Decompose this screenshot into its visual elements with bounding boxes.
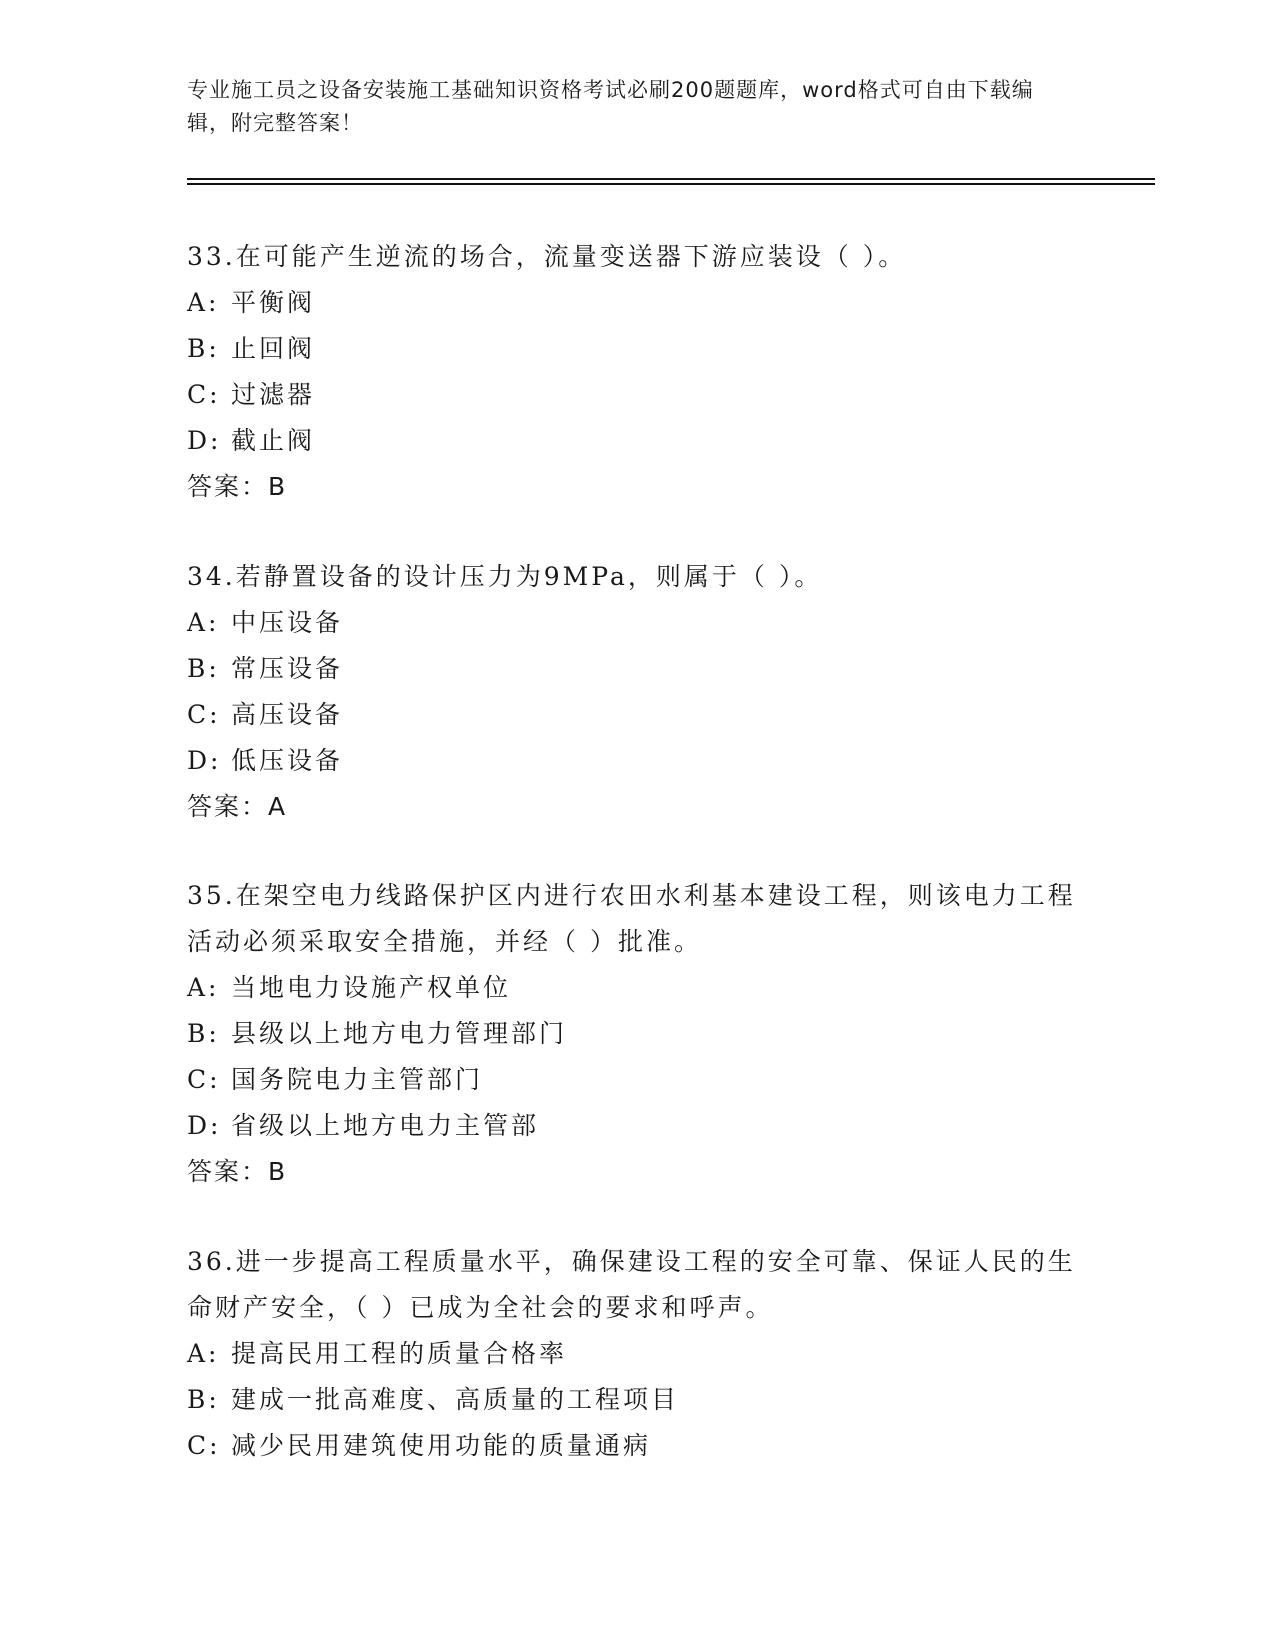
option-text: 中压设备 [231, 608, 344, 637]
header-divider-top [187, 178, 1155, 180]
option-letter: A: [187, 1339, 220, 1368]
option-text: 省级以上地方电力主管部 [231, 1111, 540, 1140]
option-letter: A: [187, 608, 220, 637]
option-letter: D: [187, 746, 222, 775]
option-c [187, 372, 1087, 418]
option-letter: D: [187, 426, 222, 455]
header-divider-bottom [187, 183, 1155, 185]
option-a [187, 1331, 1087, 1377]
question-stem: 36.进一步提高工程质量水平，确保建设工程的安全可靠、保证人民的生命财产安全，（ ）已成为全社会的要求和呼声。 [187, 1247, 1076, 1322]
option-c [187, 692, 1087, 738]
answer-line: 答案：B [187, 1157, 288, 1186]
option-b [187, 326, 1087, 372]
option-letter: D: [187, 1111, 222, 1140]
option-text: 截止阀 [231, 426, 316, 455]
option-d [187, 738, 1087, 784]
option-c [187, 1423, 1087, 1469]
option-a [187, 280, 1087, 326]
answer-line: 答案：A [187, 792, 288, 821]
option-text: 过滤器 [231, 380, 316, 409]
option-b [187, 646, 1087, 692]
option-text: 国务院电力主管部门 [231, 1065, 484, 1094]
option-c [187, 1057, 1087, 1103]
option-letter: C: [187, 1431, 221, 1460]
option-b [187, 1011, 1087, 1057]
option-text: 当地电力设施产权单位 [231, 973, 512, 1002]
option-d [187, 418, 1087, 464]
option-text: 高压设备 [231, 700, 344, 729]
question-34 [187, 554, 1087, 830]
question-stem: 35.在架空电力线路保护区内进行农田水利基本建设工程，则该电力工程活动必须采取安全措施，并经（ ）批准。 [187, 881, 1076, 956]
document-header: 专业施工员之设备安装施工基础知识资格考试必刷200题题库，word格式可自由下载编辑，附完整答案！ [187, 78, 1034, 135]
option-letter: B: [187, 654, 220, 683]
option-letter: A: [187, 973, 220, 1002]
answer-line: 答案：B [187, 472, 288, 501]
option-text: 低压设备 [231, 746, 344, 775]
question-stem: 33.在可能产生逆流的场合，流量变送器下游应装设（ ）。 [187, 242, 907, 271]
option-text: 建成一批高难度、高质量的工程项目 [231, 1385, 680, 1414]
option-text: 常压设备 [231, 654, 344, 683]
option-letter: B: [187, 1385, 220, 1414]
option-text: 提高民用工程的质量合格率 [231, 1339, 568, 1368]
option-text: 县级以上地方电力管理部门 [231, 1019, 568, 1048]
option-letter: C: [187, 700, 221, 729]
question-stem: 34.若静置设备的设计压力为9MPa，则属于（ ）。 [187, 562, 823, 591]
option-d [187, 1103, 1087, 1149]
option-letter: A: [187, 288, 220, 317]
option-text: 平衡阀 [231, 288, 316, 317]
option-text: 减少民用建筑使用功能的质量通病 [231, 1431, 652, 1460]
question-35 [187, 873, 1087, 1195]
question-33 [187, 234, 1087, 510]
option-text: 止回阀 [231, 334, 316, 363]
option-letter: C: [187, 1065, 221, 1094]
option-a [187, 600, 1087, 646]
option-letter: B: [187, 334, 220, 363]
option-letter: B: [187, 1019, 220, 1048]
option-b [187, 1377, 1087, 1423]
question-36 [187, 1239, 1087, 1469]
option-a [187, 965, 1087, 1011]
option-letter: C: [187, 380, 221, 409]
